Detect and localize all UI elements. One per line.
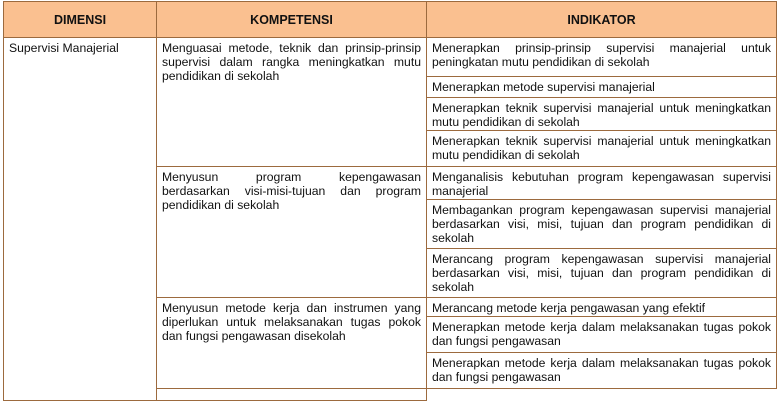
indikator-cell: Menerapkan metode kerja dalam melaksanakan tugas pokok dan fungsi pengawasan (427, 317, 777, 353)
indikator-cell: Membagankan program kepengawasan supervisi manajerial berdasarkan visi, misi, tujuan dan program pendidikan di sekolah (427, 200, 777, 249)
kompetensi-cell-1: Menguasai metode, teknik dan prinsip-prinsip supervisi dalam rangka meningkatkan mutu pendidikan di sekolah (157, 38, 427, 167)
header-row (4, 2, 777, 38)
indikator-cell-empty (157, 389, 427, 401)
header-kompetensi: KOMPETENSI (157, 2, 427, 38)
indikator-cell: Menerapkan metode supervisi manajerial (427, 77, 777, 98)
indikator-cell: Menerapkan teknik supervisi manajerial untuk meningkatkan mutu pendidikan di sekolah (427, 98, 777, 131)
indikator-cell: Menerapkan metode kerja dalam melaksanakan tugas pokok dan fungsi pengawasan (427, 353, 777, 389)
indikator-cell: Merancang program kepengawasan supervisi manajerial berdasarkan visi, misi, tujuan dan program pendidikan di sekolah (427, 249, 777, 298)
indikator-cell: Menerapkan prinsip-prinsip supervisi manajerial untuk peningkatan mutu pendidikan di sekolah (427, 38, 777, 77)
dimensi-cell: Supervisi Manajerial (4, 38, 157, 401)
header-dimensi: DIMENSI (4, 2, 157, 38)
indikator-cell: Menerapkan teknik supervisi manajerial untuk meningkatkan mutu pendidikan di sekolah (427, 131, 777, 167)
competency-table (3, 1, 777, 401)
table-row (4, 38, 777, 77)
kompetensi-cell-3: Menyusun metode kerja dan instrumen yang diperlukan untuk melaksanakan tugas pokok dan fungsi pengawasan disekolah (157, 298, 427, 389)
kompetensi-cell-2: Menyusun program kepengawasan berdasarkan visi-misi-tujuan dan program pendidikan di sekolah (157, 167, 427, 298)
indikator-cell: Menganalisis kebutuhan program kepengawasan supervisi manajerial (427, 167, 777, 200)
header-indikator: INDIKATOR (427, 2, 777, 38)
indikator-cell: Merancang metode kerja pengawasan yang efektif (427, 298, 777, 317)
